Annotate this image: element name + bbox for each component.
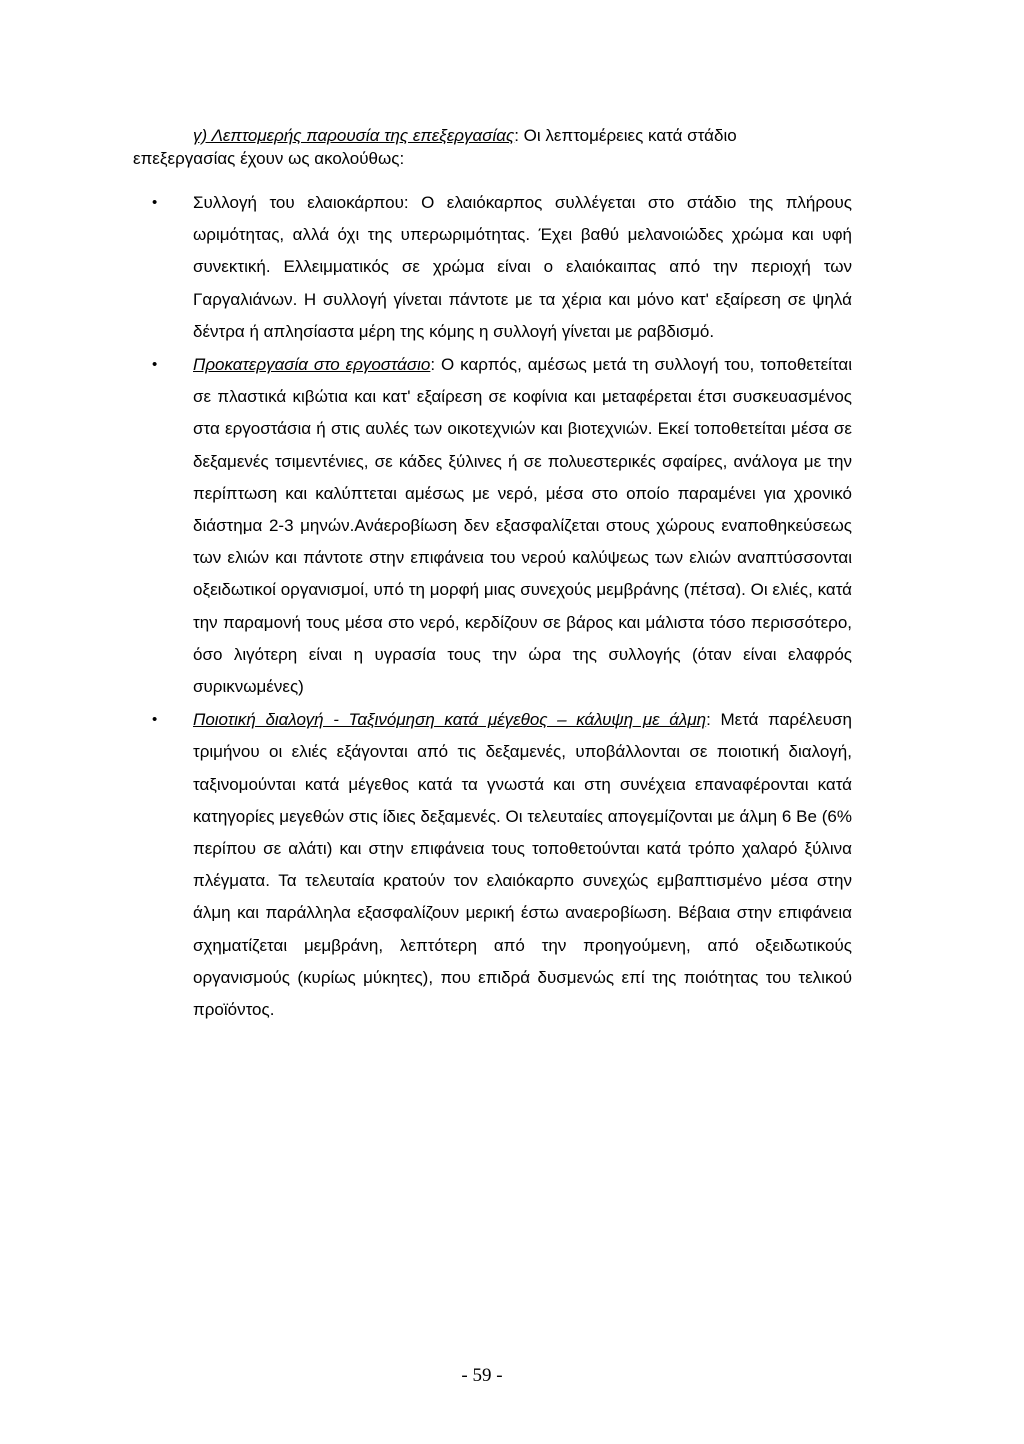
item-text: Ο καρπός, αμέσως μετά τη συλλογή του, τοποθετείται σε πλαστικά κιβώτια και κατ' εξαίρεση σε κοφίνια και μεταφέρεται έτσι συσκευασμένος στα εργοστάσια ή στις αυλές των οικοτεχνιών και βιοτεχνιών. Εκεί τοποθετείται μέσα σε δεξαμενές τσιμεντένιες, σε κάδες ξύλινες ή σε πολυεστερικές σφαίρες, ανάλογα με την περίπτωση και καλύπτεται αμέσως με νερό, μέσα στο οποίο παραμένει για χρονικό διάστημα 2-3 μηνών.Ανάεροβίωση δεν εξασφαλίζεται στους χώρους εναποθηκεύσεως των ελιών και πάντοτε στην επιφάνεια του νερού καλύψεως των ελιών αναπτύσσονται οξειδωτικοί οργανισμοί, υπό τη μορφή μιας συνεχούς μεμβράνης (πέτσα). Οι ελιές, κατά την παραμονή τους μέσα στο νερό, κερδίζουν σε βάρος και μάλιστα τόσο περισσότερο, όσο λιγότερη είναι η υγρασία τους την ώρα της συλλογής (όταν είναι ελαφρός συρικνωμένες) <box>193 355 853 697</box>
item-text: Συλλογή του ελαιοκάρπου: Ο ελαιόκαρπος συλλέγεται στο στάδιο της πλήρους ωριμότητας, αλλά όχι της υπερωριμότητας. Έχει βαθύ μελανοιώδες χρώμα και υφή συνεκτική. Ελλειμματικός σε χρώμα είναι ο ελαιόκαιπας από την περιοχή των Γαργαλιάνων. Η συλλογή γίνεται πάντοτε με τα χέρια και μόνο κατ' εξαίρεση σε ψηλά δέντρα ή απλησίαστα μέρη της κόμης η συλλογή γίνεται με ραβδισμό. <box>193 193 852 341</box>
item-text: Μετά παρέλευση τριμήνου οι ελιές εξάγονται από τις δεξαμενές, υποβάλλονται σε ποιοτική διαλογή, ταξινομούνται κατά μέγεθος κατά τα γνωστά και στη συνέχεια επαναφέρονται κατά κατηγορίες μεγεθών στις ίδιες δεξαμενές. Οι τελευταίες απογεμίζονται με άλμη 6 Be (6% περίπου σε αλάτι) και στην επιφάνεια τους τοποθετούνται κατά τρόπο χαλαρό ξύλινα πλέγματα. Τα τελευταία κρατούν τον ελαιόκαρπο συνεχώς εμβαπτισμένο μέσα στην άλμη και παράλληλα εξασφαλίζουν μερική έστω αναεροβίωση. Βέβαια στην επιφάνεια σχηματίζεται μεμβράνη, λεπτότερη από την προηγούμενη, από οξειδωτικούς οργανισμούς (κυρίως μύκητες), που επιδρά δυσμενώς επί της ποιότητας του τελικού προϊόντος. <box>193 710 852 1020</box>
item-lead: Ποιοτική διαλογή - Ταξινόμηση κατά μέγεθος – κάλυψη με άλμη <box>193 710 707 730</box>
item-lead-sep: : <box>706 710 711 730</box>
intro-text: : Οι λεπτομέρειες κατά στάδιο επεξεργασίας έχουν ως ακολούθως: <box>133 126 737 168</box>
page-number: - 59 - <box>461 1365 503 1386</box>
section-heading: γ) Λεπτομερής παρουσία της επεξεργασίας <box>193 126 515 145</box>
intro-paragraph <box>133 124 833 170</box>
list-item-harvest <box>152 187 852 348</box>
process-steps-list <box>152 187 852 1026</box>
bullet-icon: • <box>152 356 158 374</box>
bullet-icon: • <box>152 194 158 211</box>
bullet-icon: • <box>152 711 158 729</box>
item-lead-sep: : <box>430 355 436 375</box>
list-item-sorting <box>152 704 852 1026</box>
item-lead: Προκατεργασία στο εργοστάσιο <box>193 355 431 375</box>
list-item-preprocessing <box>152 349 852 703</box>
